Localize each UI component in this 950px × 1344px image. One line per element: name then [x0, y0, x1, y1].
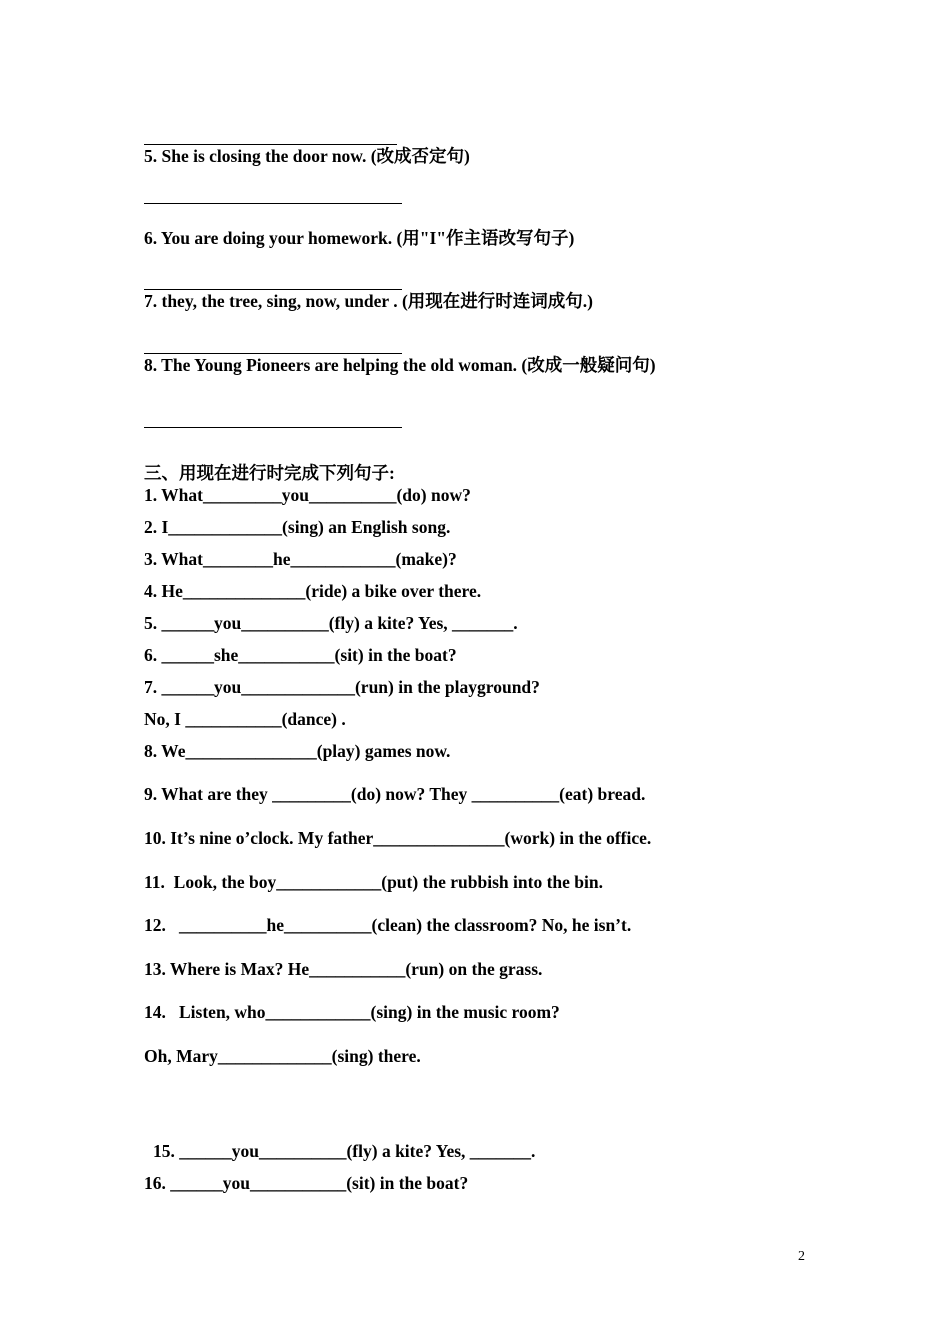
exercise-line: 11. Look, the boy____________(put) the rubbish into the bin. — [144, 872, 603, 892]
exercise-line: 14. Listen, who____________(sing) in the music room? — [144, 1002, 560, 1022]
page-number: 2 — [798, 1249, 805, 1264]
exercise-line: Oh, Mary_____________(sing) there. — [144, 1046, 421, 1066]
exercise-line: 2. I_____________(sing) an English song. — [144, 517, 451, 537]
exercise-line: No, I ___________(dance) . — [144, 709, 346, 729]
exercise-line: 9. What are they _________(do) now? They __________(eat) bread. — [144, 784, 646, 804]
answer-line — [144, 427, 402, 428]
answer-line — [144, 203, 402, 204]
question-line: 7. they, the tree, sing, now, under . (用现在进行时连词成句.) — [144, 291, 594, 311]
exercise-line: 16. ______you___________(sit) in the boat? — [144, 1173, 469, 1193]
exercise-line: 5. ______you__________(fly) a kite? Yes, _______. — [144, 613, 518, 633]
exercise-line: 15. ______you__________(fly) a kite? Yes, _______. — [153, 1141, 536, 1161]
exercise-line: 6. ______she___________(sit) in the boat? — [144, 645, 457, 665]
exercise-line: 7. ______you_____________(run) in the playground? — [144, 677, 540, 697]
section-heading: 三、用现在进行时完成下列句子: — [144, 463, 395, 483]
exercise-line: 13. Where is Max? He___________(run) on the grass. — [144, 959, 543, 979]
question-line: 6. You are doing your homework. (用"I"作主语改写句子) — [144, 228, 575, 248]
exercise-line: 8. We_______________(play) games now. — [144, 741, 451, 761]
exercise-line: 10. It’s nine o’clock. My father_______________(work) in the office. — [144, 828, 652, 848]
exercise-line: 12. __________he__________(clean) the classroom? No, he isn’t. — [144, 915, 632, 935]
question-line: 8. The Young Pioneers are helping the old woman. (改成一般疑问句) — [144, 355, 656, 375]
exercise-line: 4. He______________(ride) a bike over there. — [144, 581, 482, 601]
question-line: 5. She is closing the door now. (改成否定句) — [144, 146, 470, 166]
exercise-line: 1. What_________you__________(do) now? — [144, 485, 471, 505]
exercise-line: 3. What________he____________(make)? — [144, 549, 457, 569]
